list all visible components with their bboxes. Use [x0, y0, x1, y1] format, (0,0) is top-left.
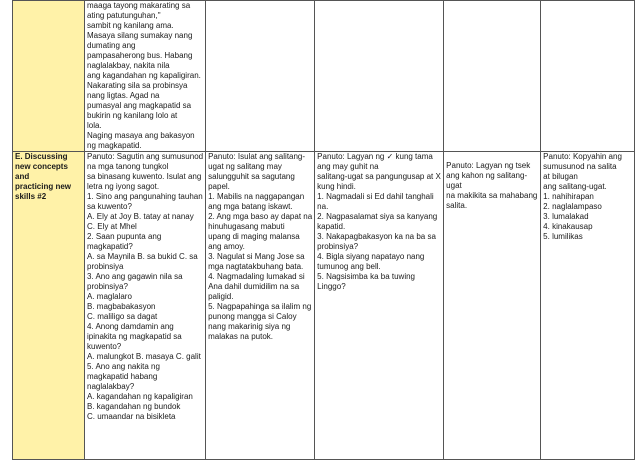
text-line: probinsiya? — [87, 282, 128, 291]
text-line: pampasaherong bus. Habang — [87, 51, 193, 60]
empty-cell — [315, 1, 444, 152]
text-line: sa kuwento? — [87, 202, 132, 211]
activity-4-lines — [446, 161, 538, 211]
text-line: practicing new — [15, 182, 72, 191]
text-line: probinsiya — [87, 262, 124, 271]
text-line: 4. Nagmadaling lumakad si — [208, 272, 305, 281]
text-line: kung hindi. — [317, 182, 356, 191]
text-line: 3. lumalakad — [543, 212, 589, 221]
text-line: sumusunod na salita — [543, 162, 617, 171]
text-line: Panuto: Lagyan ng ✓ kung tama — [317, 152, 433, 161]
text-line: Linggo? — [317, 282, 346, 291]
text-line: paligid. — [208, 292, 234, 301]
text-line: punong mangga si Caloy — [208, 312, 297, 321]
text-line: na makikita sa mahabang — [446, 191, 538, 200]
text-line: ang mga batang iskawt. — [208, 202, 293, 211]
text-line: ipinakita ng magkapatid sa — [87, 332, 182, 341]
text-line: nang makarinig siya ng — [208, 322, 291, 331]
text-line: mga nagtatakbuhang bata. — [208, 262, 304, 271]
text-line: and — [15, 172, 30, 181]
text-line: 5. Nagsisimba ka ba tuwing — [317, 272, 415, 281]
text-line: A. sa Maynila B. sa bukid C. sa — [87, 252, 198, 261]
text-line: salita. — [446, 201, 468, 210]
text-line: ugat — [446, 181, 462, 190]
table-row-e — [13, 152, 635, 460]
empty-cell — [444, 1, 541, 152]
text-line: Panuto: Kopyahin ang — [543, 152, 622, 161]
text-line: 1. Mabilis na naggapangan — [208, 192, 305, 201]
text-line: 5. Nagpapahinga sa ilalim ng — [208, 302, 312, 311]
text-line: na mga tanong tungkol — [87, 162, 169, 171]
text-line: 5. lumilikas — [543, 232, 583, 241]
text-line: nang ligtas. Agad na — [87, 91, 160, 100]
text-line: Panuto: Isulat ang salitang- — [208, 152, 306, 161]
story-continuation-cell — [85, 1, 206, 152]
text-line: upang di maging malansa — [208, 232, 300, 241]
text-line: ang kahon ng salitang- — [446, 171, 528, 180]
text-line: lola. — [87, 121, 102, 130]
text-line: A. malungkot B. masaya C. galit — [87, 352, 201, 361]
text-line: 4. Bigla siyang napatayo nang — [317, 252, 425, 261]
text-line: malakas na putok. — [208, 332, 274, 341]
empty-cell — [206, 1, 315, 152]
text-line: dumating ang — [87, 41, 136, 50]
text-line: 1. Sino ang pangunahing tauhan — [87, 192, 203, 201]
text-line: 3. Nakapagbakasyon ka na ba sa — [317, 232, 436, 241]
text-line: pumasyal ang magkapatid sa — [87, 101, 192, 110]
text-line: 2. Ang mga baso ay dapat na — [208, 212, 313, 221]
text-line: Panuto: Sagutin ang sumusunod — [87, 152, 204, 161]
activity-cell-4 — [444, 152, 541, 460]
text-line: 1. nahihirapan — [543, 192, 594, 201]
text-line: C. Ely at Mhel — [87, 222, 137, 231]
text-line: 4. Anong damdamin ang — [87, 322, 174, 331]
text-line: Panuto: Lagyan ng tsek — [446, 161, 531, 170]
text-line: letra ng iyong sagot. — [87, 182, 160, 191]
text-line: new concepts — [15, 162, 68, 171]
text-line: 4. kinakausap — [543, 222, 593, 231]
story-lines — [87, 1, 203, 151]
text-line: 3. Ano ang gagawin nila sa — [87, 272, 183, 281]
text-line: B. magbabakasyon — [87, 302, 156, 311]
activity-cell-5 — [541, 152, 635, 460]
text-line: C. maliligo sa dagat — [87, 312, 158, 321]
text-line: 1. Nagmadali si Ed dahil tanghali — [317, 192, 434, 201]
text-line: probinsiya? — [317, 242, 359, 251]
text-line: E. Discussing — [15, 152, 68, 161]
text-line: ang may guhit na — [317, 162, 379, 171]
text-line: ng magkapatid. — [87, 141, 142, 150]
section-label-e — [13, 152, 85, 460]
text-line: sambit ng kanilang ama. — [87, 21, 174, 30]
text-line: ang amoy. — [208, 242, 245, 251]
text-line: papel. — [208, 182, 230, 191]
text-line: na. — [317, 202, 329, 211]
activity-cell-1 — [85, 152, 206, 460]
activity-1-lines — [87, 152, 203, 422]
text-line: skills #2 — [15, 192, 47, 201]
text-line: kapatid. — [317, 222, 346, 231]
text-line: 5. Ano ang nakita ng — [87, 362, 160, 371]
text-line: A. Ely at Joy B. tatay at nanay — [87, 212, 194, 221]
activity-cell-3 — [315, 152, 444, 460]
section-label-lines — [15, 152, 82, 202]
text-line: Naging masaya ang bakasyon — [87, 131, 195, 140]
text-line: B. kagandahan ng bundok — [87, 402, 181, 411]
text-line: A. maglalaro — [87, 292, 132, 301]
text-line: ang kagandahan ng kapaligiran. — [87, 71, 201, 80]
text-line: salitang-ugat sa pangungusap at X — [317, 172, 441, 181]
text-line: ugat ng salitang may — [208, 162, 282, 171]
text-line: bukirin ng kanilang lolo at — [87, 111, 178, 120]
activity-3-lines — [317, 152, 441, 292]
text-line: 2. Nagpasalamat siya sa kanyang — [317, 212, 438, 221]
text-line: Nakarating sila sa probinsya — [87, 81, 188, 90]
text-line: tumunog ang bell. — [317, 262, 381, 271]
activity-2-lines — [208, 152, 312, 342]
text-line: A. kagandahan ng kapaligiran — [87, 392, 193, 401]
text-line: at bilugan — [543, 172, 578, 181]
activity-cell-2 — [206, 152, 315, 460]
text-line: C. umaandar na bisikleta — [87, 412, 176, 421]
text-line: sa binasang kuwento. Isulat ang — [87, 172, 202, 181]
text-line: maaga tayong makarating sa — [87, 1, 191, 10]
text-line: ang salitang-ugat. — [543, 182, 607, 191]
text-line: kuwento? — [87, 342, 122, 351]
text-line: magkapatid? — [87, 242, 133, 251]
text-line: Ana dahil dumidilim na sa — [208, 282, 300, 291]
text-line: 2. Saan pupunta ang — [87, 232, 162, 241]
text-line: ating patutunguhan," — [87, 11, 161, 20]
lesson-plan-table — [12, 0, 635, 460]
activity-5-lines — [543, 152, 632, 242]
table-row-previous — [13, 1, 635, 152]
text-line: 3. Nagulat si Mang Jose sa — [208, 252, 305, 261]
text-line: magkapatid habang — [87, 372, 158, 381]
label-cell-empty — [13, 1, 85, 152]
text-line: salungguhit sa sagutang — [208, 172, 295, 181]
text-line: Masaya silang sumakay nang — [87, 31, 193, 40]
text-line: naglalakbay? — [87, 382, 135, 391]
text-line: 2. naglalampaso — [543, 202, 602, 211]
text-line: naglalakbay, nakita nila — [87, 61, 170, 70]
text-line: hinuhugasang mabuti — [208, 222, 285, 231]
empty-cell — [541, 1, 635, 152]
